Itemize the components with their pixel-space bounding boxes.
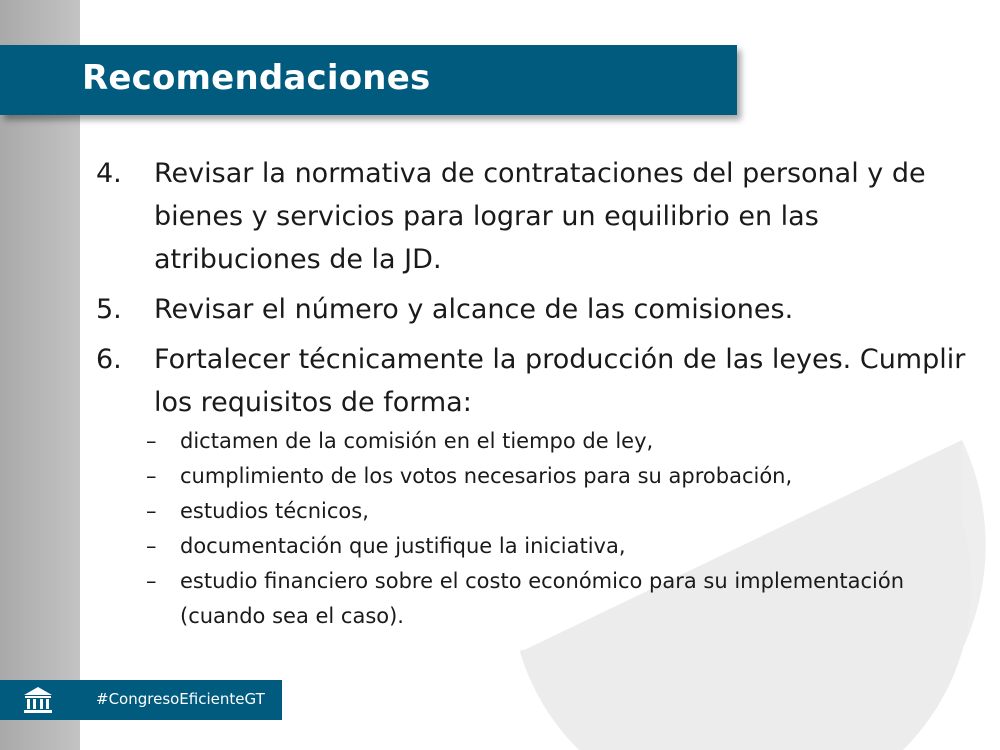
sub-item-text: documentación que justifique la iniciativa, (180, 534, 626, 558)
item-text: Revisar el número y alcance de las comisiones. (154, 294, 794, 325)
item-number: 4. (96, 158, 122, 189)
sub-item (96, 424, 986, 459)
item-number: 5. (96, 294, 122, 325)
sub-item-dash: – (146, 429, 157, 453)
footer-band (0, 680, 282, 720)
title-band (0, 45, 737, 115)
list-item (96, 338, 986, 424)
sub-list (96, 424, 986, 634)
sub-item (96, 459, 986, 494)
item-text: Fortalecer técnicamente la producción de las leyes. Cumplir los requisitos de forma: (154, 344, 966, 418)
sub-item-text: cumplimiento de los votos necesarios para su aprobación, (180, 464, 793, 488)
sub-item-dash: – (146, 464, 157, 488)
sub-item (96, 564, 986, 634)
sub-item-text: estudio financiero sobre el costo económico para su implementación (cuando sea el caso). (180, 569, 905, 628)
item-text: Revisar la normativa de contrataciones del personal y de bienes y servicios para lograr un equilibrio en las atribuciones de la JD. (154, 158, 926, 275)
item-number: 6. (96, 344, 122, 375)
slide-content (96, 152, 986, 634)
sub-item (96, 529, 986, 564)
sub-item-dash: – (146, 569, 157, 593)
list-item (96, 288, 986, 331)
sub-item-text: dictamen de la comisión en el tiempo de ley, (180, 429, 654, 453)
sub-item-text: estudios técnicos, (180, 499, 369, 523)
sub-item (96, 494, 986, 529)
hashtag-label: #CongresoEficienteGT (96, 690, 265, 708)
list-item (96, 152, 986, 281)
congress-building-icon (22, 685, 54, 715)
slide-title: Recomendaciones (82, 58, 431, 98)
sub-item-dash: – (146, 534, 157, 558)
sub-item-dash: – (146, 499, 157, 523)
